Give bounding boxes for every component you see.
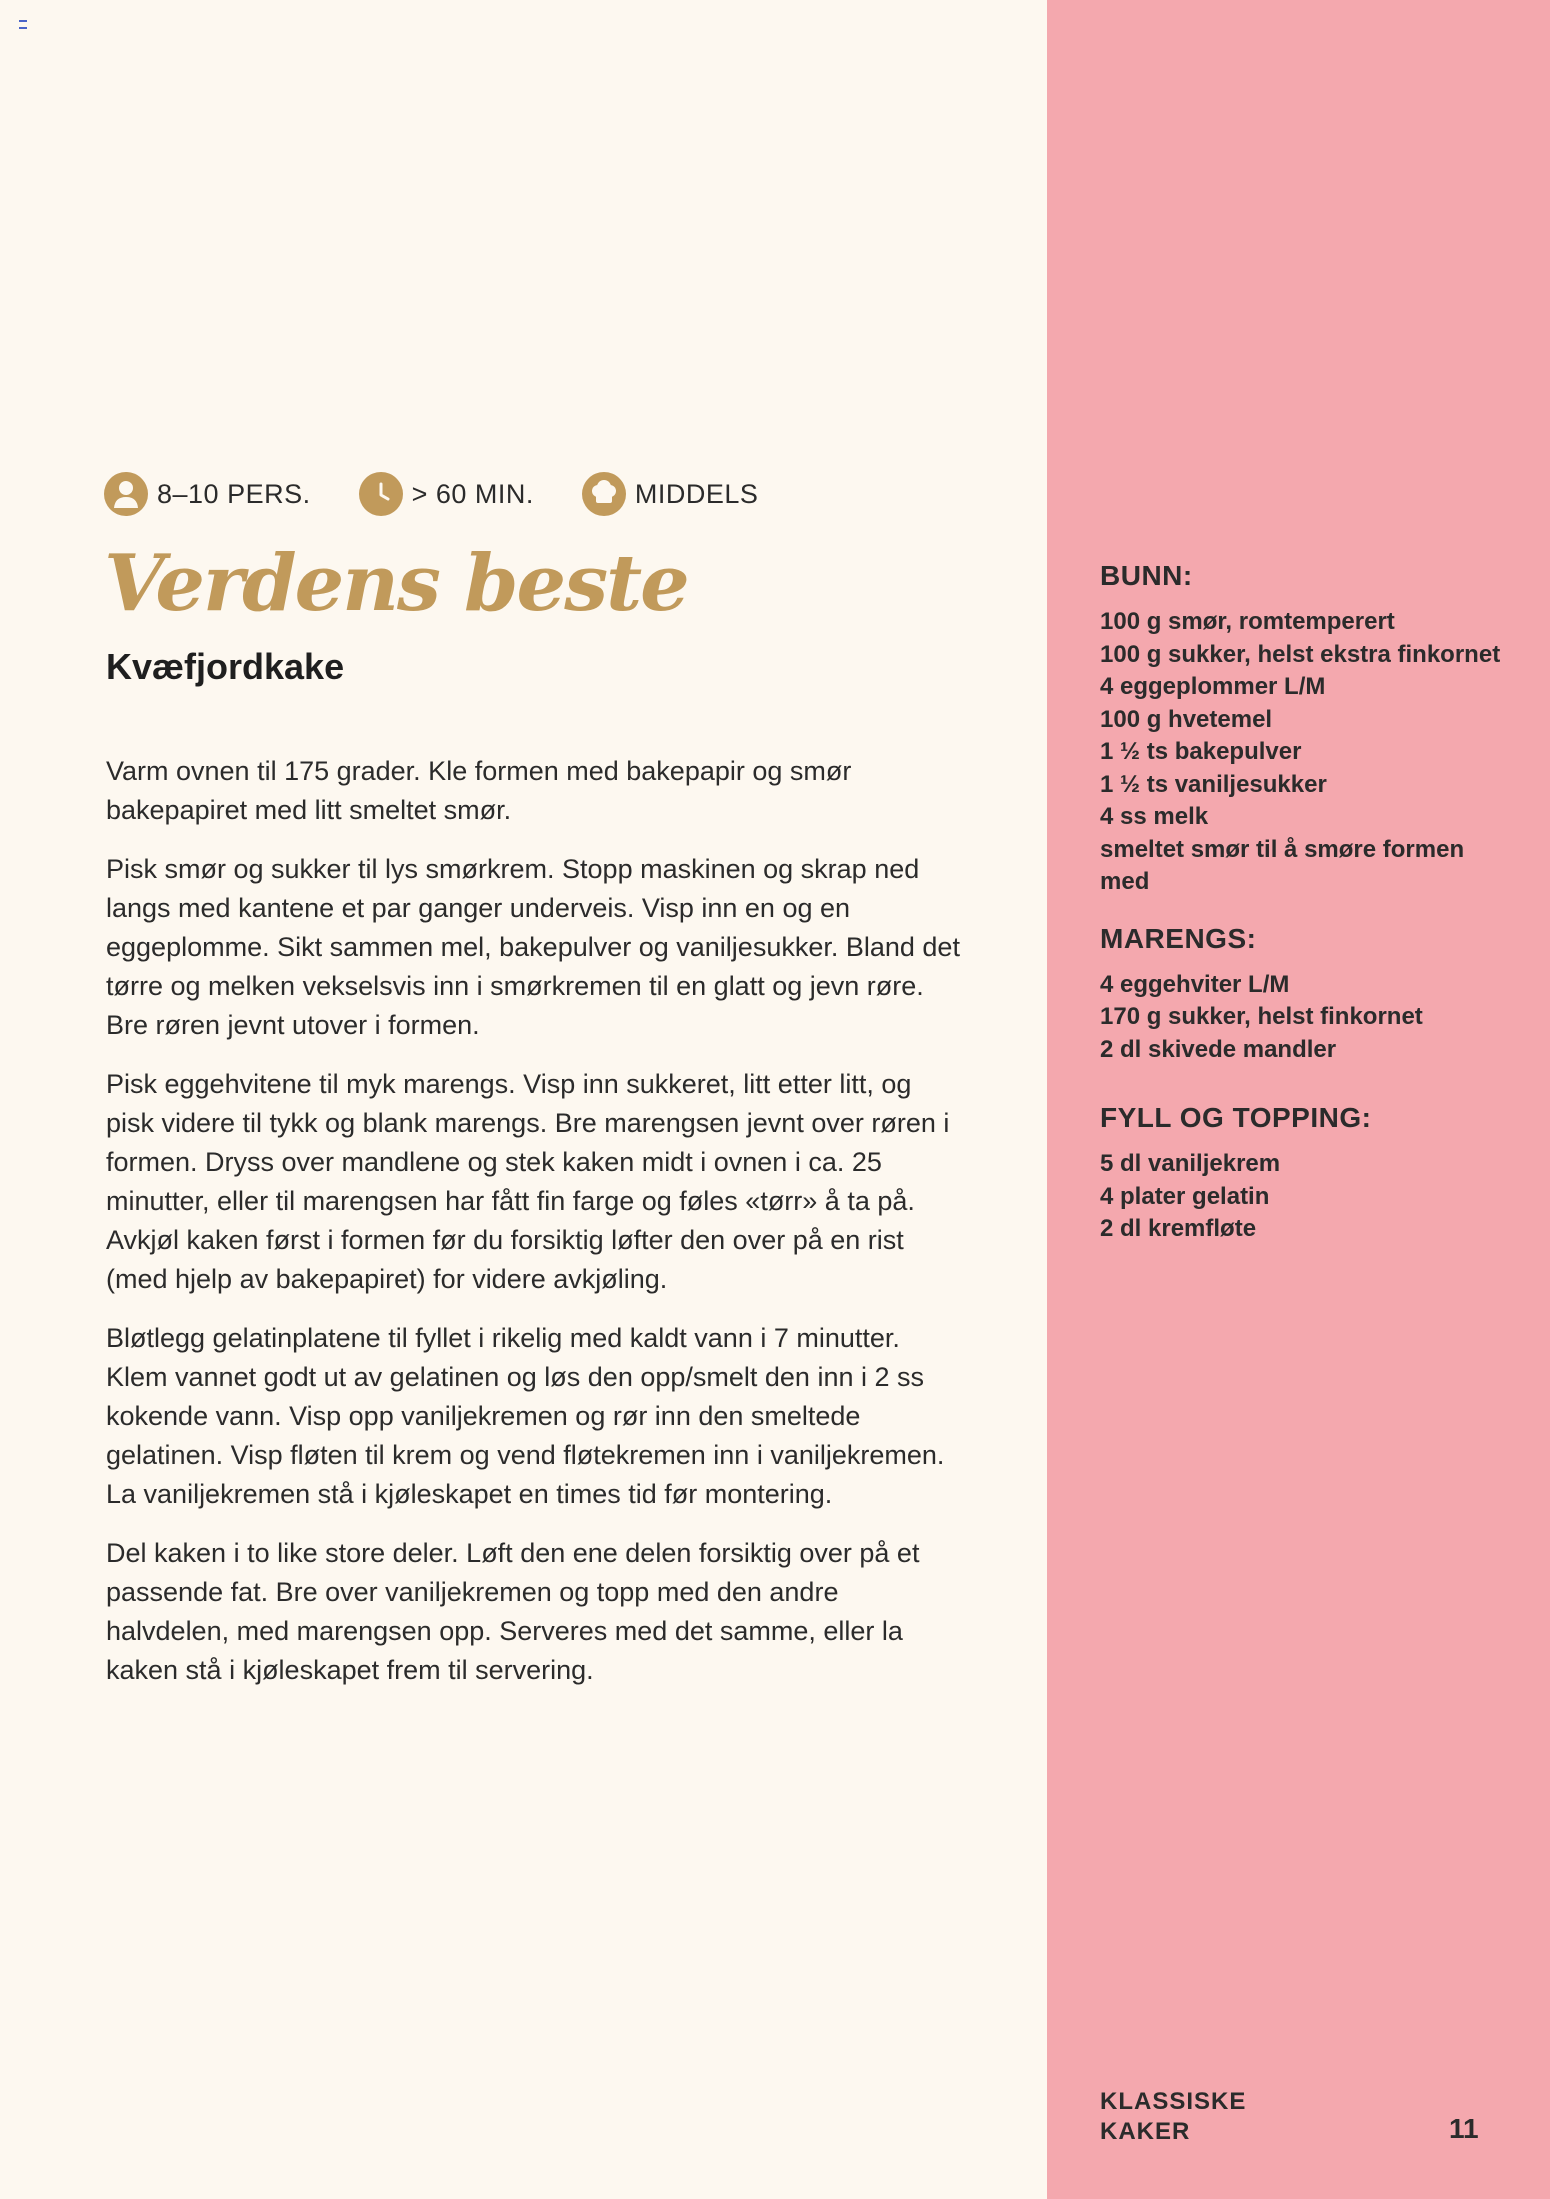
ingredient-items <box>1100 606 1520 899</box>
ingredient-item: 4 eggeplommer L/M <box>1100 673 1326 700</box>
ingredient-item: 4 eggehviter L/M <box>1100 970 1290 998</box>
ingredient-item: 100 g sukker, helst ekstra finkornet <box>1100 640 1501 668</box>
ingredient-item: 100 g smør, romtemperert <box>1100 608 1395 635</box>
person-icon <box>104 472 148 516</box>
ingredient-item: 4 plater gelatin <box>1100 1182 1270 1210</box>
corner-mark <box>19 20 27 29</box>
instruction-paragraph: Del kaken i to like store deler. Løft den ene delen forsiktig over på et passende fat. Bre over vaniljekremen og topp med den andre halvdelen, med marengsen opp. Serveres med det samme, eller la kaken stå i kjøleskapet frem til servering. <box>106 1538 920 1685</box>
footer-section-line: KAKER <box>1100 2118 1191 2145</box>
ingredient-item: 4 ss melk <box>1100 803 1209 830</box>
time-text: > 60 MIN. <box>411 478 534 509</box>
ingredient-group-fyll-og-topping <box>1100 1102 1520 1246</box>
difficulty-text: MIDDELS <box>634 478 759 509</box>
instruction-paragraph: Pisk smør og sukker til lys smørkrem. Stopp maskinen og skrap ned langs med kantene et par ganger underveis. Visp inn en og en eggeplomme. Sikt sammen mel, bakepulver og vaniljesukker. Bland det tørre og melken vekselsvis inn i smørkremen til en glatt og jevn røre. Bre røren jevnt utover i formen. <box>106 854 960 1040</box>
recipe-subtitle: Kvæfjordkake <box>106 646 345 687</box>
ingredient-item: 5 dl vaniljekrem <box>1100 1150 1281 1177</box>
ingredient-group-marengs <box>1100 923 1520 1067</box>
time-meta <box>359 472 534 516</box>
recipe-title: Verdens beste <box>104 538 688 629</box>
ingredient-item: 1 ½ ts vaniljesukker <box>1100 770 1327 798</box>
ingredient-item: smeltet smør til å smøre formen med <box>1100 835 1465 895</box>
ingredient-group-heading: MARENGS: <box>1100 922 1257 954</box>
ingredient-items <box>1100 969 1520 1067</box>
servings-meta <box>104 472 311 516</box>
difficulty-meta <box>582 472 759 516</box>
ingredient-group-heading: FYLL OG TOPPING: <box>1100 1102 1372 1133</box>
chef-hat-icon <box>582 472 626 516</box>
ingredient-item: 100 g hvetemel <box>1100 705 1273 733</box>
footer-section-label <box>1100 2087 1246 2147</box>
ingredient-items <box>1100 1148 1520 1246</box>
instruction-paragraph: Bløtlegg gelatinplatene til fyllet i rikelig med kaldt vann i 7 minutter. Klem vannet godt ut av gelatinen og løs den opp/smelt den inn i 2 ss kokende vann. Visp opp vaniljekremen og rør inn den smeltede gelatinen. Visp fløten til krem og vend fløtekremen inn i vaniljekremen. La vaniljekremen stå i kjøleskapet en times tid før montering. <box>106 1323 945 1509</box>
clock-icon <box>359 472 403 516</box>
ingredient-group-bunn <box>1100 560 1520 899</box>
ingredient-item: 170 g sukker, helst finkornet <box>1100 1003 1423 1030</box>
ingredient-item: 2 dl skivede mandler <box>1100 1035 1337 1063</box>
footer-section-line: KLASSISKE <box>1100 2088 1247 2115</box>
ingredient-group-heading: BUNN: <box>1100 560 1193 591</box>
recipe-meta-row <box>104 472 806 516</box>
ingredient-item: 1 ½ ts bakepulver <box>1100 738 1302 765</box>
instruction-paragraph: Pisk eggehvitene til myk marengs. Visp inn sukkeret, litt etter litt, og pisk videre til tykk og blank marengs. Bre marengsen jevnt over røren i formen. Dryss over mandlene og stek kaken midt i ovnen i ca. 25 minutter, eller til marengsen har fått fin farge og føles «tørr» å ta på. Avkjøl kaken først i formen før du forsiktig løfter den over på en rist (med hjelp av bakepapiret) for videre avkjøling. <box>106 1069 950 1294</box>
ingredients-list <box>1100 560 1520 1270</box>
instruction-paragraph: Varm ovnen til 175 grader. Kle formen med bakepapir og smør bakepapiret med litt smeltet smør. <box>106 756 852 825</box>
recipe-instructions <box>106 752 966 1710</box>
ingredient-item: 2 dl kremfløte <box>1100 1215 1257 1242</box>
page-number: 11 <box>1449 2113 1479 2144</box>
servings-text: 8–10 PERS. <box>157 478 311 509</box>
